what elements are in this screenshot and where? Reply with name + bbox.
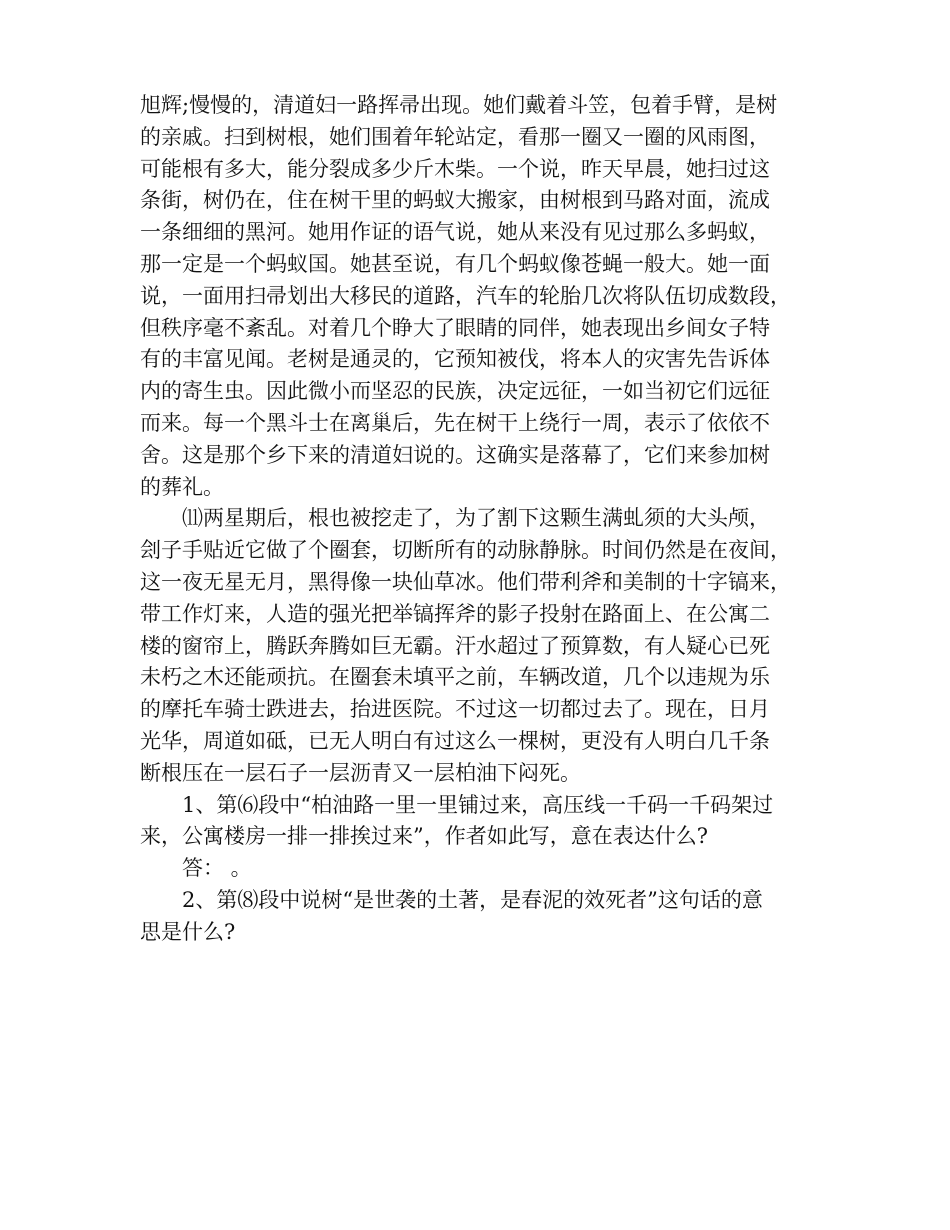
text-line: 楼的窗帘上，腾跃奔腾如巨无霸。汗水超过了预算数，有人疑心已死 (140, 633, 770, 658)
body-text (140, 90, 830, 949)
text-line: 思是什么? (140, 919, 236, 944)
text-line: 1、第⑹段中“柏油路一里一里铺过来，高压线一千码一千码架过 (182, 792, 774, 817)
text-line: 带工作灯来，人造的强光把举镐挥斧的影子投射在路面上、在公寓二 (140, 601, 770, 626)
text-line: ⑾两星期后，根也被挖走了，为了割下这颗生满虬须的大头颅， (182, 506, 770, 531)
text-line: 但秩序毫不紊乱。对着几个睁大了眼睛的同伴，她表现出乡间女子特 (140, 315, 770, 340)
text-line: 答： 。 (182, 856, 252, 881)
text-line: 说，一面用扫帚划出大移民的道路，汽车的轮胎几次将队伍切成数段， (140, 283, 791, 308)
text-line: 旭辉;慢慢的，清道妇一路挥帚出现。她们戴着斗笠，包着手臂，是树 (140, 93, 778, 117)
text-line: 那一定是一个蚂蚁国。她甚至说，有几个蚂蚁像苍蝇一般大。她一面 (140, 251, 770, 276)
text-line: 未朽之木还能顽抗。在圈套未填平之前，车辆改道，几个以违规为乐 (140, 665, 770, 690)
text-line: 的亲戚。扫到树根，她们围着年轮站定，看那一圈又一圈的风雨图， (140, 124, 770, 149)
text-line: 断根压在一层石子一层沥青又一层柏油下闷死。 (140, 760, 581, 785)
text-line: 内的寄生虫。因此微小而坚忍的民族，决定远征，一如当初它们远征 (140, 379, 770, 404)
text-line: 刽子手贴近它做了个圈套，切断所有的动脉静脉。时间仍然是在夜间， (140, 538, 791, 563)
text-line: 可能根有多大，能分裂成多少斤木柴。一个说，昨天早晨，她扫过这 (140, 156, 770, 181)
text-line: 的摩托车骑士跌进去，抬进医院。不过这一切都过去了。现在，日月 (140, 697, 770, 722)
text-line: 一条细细的黑河。她用作证的语气说，她从来没有见过那么多蚂蚁， (140, 220, 770, 245)
text-line: 有的丰富见闻。老树是通灵的，它预知被伐，将本人的灾害先告诉体 (140, 347, 770, 372)
text-line: 这一夜无星无月，黑得像一块仙草冰。他们带利斧和美制的十字镐来， (140, 569, 791, 594)
text-line: 光华，周道如砥，已无人明白有过这么一棵树，更没有人明白几千条 (140, 728, 770, 753)
text-line: 而来。每一个黑斗士在离巢后，先在树干上绕行一周，表示了依依不 (140, 410, 770, 435)
text-line: 的葬礼。 (140, 474, 224, 499)
text-line: 舍。这是那个乡下来的清道妇说的。这确实是落幕了，它们来参加树 (140, 442, 770, 467)
text-line: 来，公寓楼房一排一排挨过来”，作者如此写，意在表达什么? (140, 824, 708, 849)
text-line: 2、第⑻段中说树“是世袭的土著，是春泥的效死者”这句话的意 (182, 887, 763, 912)
text-line: 条街，树仍在，住在树干里的蚂蚁大搬家，由树根到马路对面，流成 (140, 188, 770, 213)
